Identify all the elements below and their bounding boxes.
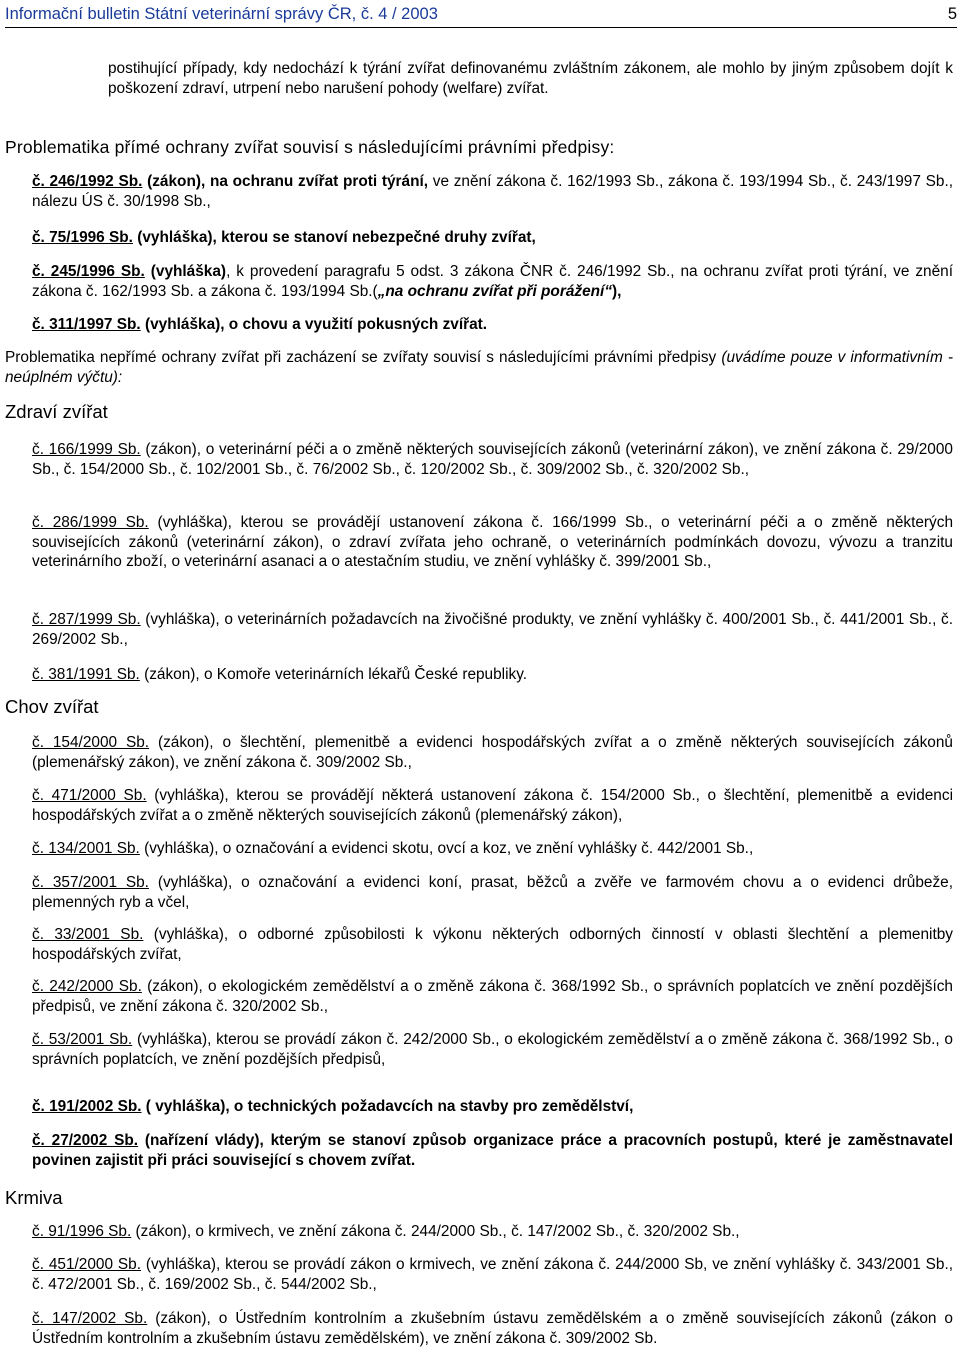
indirect-note: (uvádíme pouze v informativním - neúplném výčtu): — [5, 349, 953, 386]
law-text: (zákon), o Komoře veterinárních lékařů České republiky. — [139, 666, 528, 683]
law-item — [32, 925, 953, 964]
direct-protection-heading: Problematika přímé ochrany zvířat souvisí s následujícími právními předpisy: — [5, 137, 615, 157]
law-ref: č. 245/1996 Sb. — [32, 263, 145, 280]
law-ref: č. 27/2002 Sb. — [32, 1132, 139, 1149]
law-ref: č. 147/2002 Sb. — [32, 1310, 148, 1327]
law-text: (zákon), o veterinární péči a o změně některých souvisejících zákonů (veterinární zákon), ve znění zákona č. 29/2000 Sb., č. 154/2000 Sb., č. 102/2001 Sb., č. 76/2002 Sb., č. 120/2002 Sb., č. 309/2002 Sb., č. 320/2002 Sb., — [32, 441, 953, 478]
law-text: (vyhláška), kterou se provádí zákon č. 242/2000 Sb., o ekologickém zemědělství a o změně zákona č. 368/1992 Sb., o správních poplatcích, ve znění pozdějších předpisů, — [32, 1031, 953, 1068]
law-item — [32, 440, 953, 479]
law-ref: č. 451/2000 Sb. — [32, 1256, 142, 1273]
section-title-breeding: Chov zvířat — [5, 696, 99, 717]
indirect-protection-intro — [5, 348, 953, 387]
law-text: ve znění zákona č. 162/1993 Sb., zákona č. 193/1994 Sb., č. 243/1997 Sb., nálezu ÚS č. 30/1998 Sb., — [32, 173, 954, 210]
law-item — [32, 1030, 953, 1069]
law-item — [32, 1097, 953, 1117]
law-item — [32, 1131, 953, 1170]
law-item — [32, 1222, 953, 1242]
law-ref: č. 357/2001 Sb. — [32, 874, 149, 891]
law-text: (zákon), o šlechtění, plemenitbě a evidenci hospodářských zvířat a o změně některých souvisejících zákonů (plemenářský zákon), ve znění zákona č. 309/2002 Sb., — [32, 734, 953, 771]
page-number: 5 — [947, 5, 957, 23]
law-ref: č. 33/2001 Sb. — [32, 926, 144, 943]
indirect-heading: Problematika nepřímé ochrany zvířat při zacházení se zvířaty souvisí s následujícími právními předpisy — [5, 349, 717, 366]
law-item — [32, 513, 953, 572]
law-ref: č. 471/2000 Sb. — [32, 787, 147, 804]
law-item — [32, 786, 953, 825]
law-item — [32, 172, 953, 211]
law-ref: č. 91/1996 Sb. — [32, 1223, 132, 1240]
page-header — [5, 3, 957, 28]
section-title-feed: Krmiva — [5, 1187, 63, 1208]
law-text: (vyhláška), o označování a evidenci skotu, ovcí a koz, ve znění vyhlášky č. 442/2001 Sb., — [139, 840, 754, 857]
law-item — [32, 262, 953, 301]
section-title-health: Zdraví zvířat — [5, 401, 108, 422]
law-ref: č. 166/1999 Sb. — [32, 441, 141, 458]
law-text: ( vyhláška), o technických požadavcích na stavby pro zemědělství, — [141, 1098, 634, 1115]
law-text: (vyhláška), o označování a evidenci koní, prasat, běžců a zvěře ve farmovém chovu a o evidenci drůbeže, plemenných ryb a včel, — [32, 874, 953, 911]
law-tail: ), — [612, 282, 622, 300]
law-bold: (vyhláška), o chovu a využití pokusných zvířat. — [144, 316, 488, 333]
intro-paragraph: postihující případy, kdy nedochází k týrání zvířat definovanému zvláštním zákonem, ale mohlo by jiným způsobem dojít k poškození zdraví, utrpení nebo narušení pohody (welfare) zvířat. — [108, 60, 953, 97]
law-ref: č. 246/1992 Sb. — [32, 173, 143, 190]
law-item — [32, 1309, 953, 1348]
law-ref: č. 75/1996 Sb. — [32, 229, 133, 246]
law-text: (zákon), o ekologickém zemědělství a o změně zákona č. 368/1992 Sb., o správních poplatcích ve znění pozdějších předpisů, ve znění zákona č. 320/2002 Sb., — [32, 978, 953, 1015]
law-ref: č. 311/1997 Sb. — [32, 316, 141, 333]
law-ref: č. 381/1991 Sb. — [32, 666, 140, 683]
law-ref: č. 53/2001 Sb. — [32, 1031, 133, 1048]
law-italic: „na ochranu zvířat při porážení“ — [377, 282, 613, 300]
law-text: , k provedení paragrafu 5 odst. 3 zákona ČNR č. 246/1992 Sb., na ochranu zvířat proti týrání, ve znění zákona č. 162/1993 Sb. a zákona č. 193/1994 Sb.( — [32, 263, 953, 300]
law-text: (vyhláška), kterou se provádí zákon o krmivech, ve znění zákona č. 244/2000 Sb, ve znění vyhlášky č. 343/2001 Sb., č. 472/2001 Sb., č. 169/2002 Sb., č. 544/2002 Sb., — [32, 1256, 954, 1293]
law-text: (vyhláška), o veterinárních požadavcích na živočišné produkty, ve znění vyhlášky č. 400/2001 Sb., č. 441/2001 Sb., č. 269/2002 Sb., — [32, 611, 953, 648]
law-ref: č. 154/2000 Sb. — [32, 734, 150, 751]
law-ref: č. 242/2000 Sb. — [32, 978, 142, 995]
law-item — [32, 315, 953, 335]
law-item — [32, 228, 953, 248]
law-bold: (vyhláška) — [150, 263, 227, 280]
law-item — [32, 873, 953, 912]
law-ref: č. 191/2002 Sb. — [32, 1098, 142, 1115]
law-ref: č. 134/2001 Sb. — [32, 840, 140, 857]
law-item — [32, 665, 953, 685]
law-item — [32, 733, 953, 772]
law-item — [32, 977, 953, 1016]
law-text: (vyhláška), kterou se provádějí ustanovení zákona č. 166/1999 Sb., o veterinární péči a o změně některých souvisejících zákonů (veterinární zákon), o zdraví zvířata jeho ochraně, o veterinárních podmínkách dovozu, vývozu a tranzitu veterinárního zboží, o veterinární asanaci a o atestačním studiu, ve znění vyhlášky č. 399/2001 Sb., — [32, 514, 953, 570]
law-text: (zákon), o Ústředním kontrolním a zkušebním ústavu zemědělském a o změně souvisejících zákonů (zákon o Ústředním kontrolním a zkušebním ústavu zemědělském), ve znění zákona č. 309/2002 Sb. — [32, 1310, 953, 1347]
law-ref: č. 287/1999 Sb. — [32, 611, 141, 628]
law-text: (vyhláška), kterou se provádějí některá ustanovení zákona č. 154/2000 Sb., o šlechtění, plemenitbě a evidenci hospodářských zvířat a o změně některých souvisejících zákonů (plemenářský zákon), — [32, 787, 953, 824]
law-item — [32, 1255, 953, 1294]
law-text: (vyhláška), o odborné způsobilosti k výkonu některých odborných činností v oblasti šlechtění a plemenitby hospodářských zvířat, — [32, 926, 953, 963]
law-text: (nařízení vlády), kterým se stanoví způsob organizace práce a pracovních postupů, které je zaměstnavatel povinen zajistit při práci související s chovem zvířat. — [32, 1132, 953, 1169]
bulletin-title: Informační bulletin Státní veterinární správy ČR, č. 4 / 2003 — [5, 5, 438, 23]
law-ref: č. 286/1999 Sb. — [32, 514, 149, 531]
law-bold: (zákon), na ochranu zvířat proti týrání, — [147, 173, 429, 190]
law-item — [32, 839, 953, 859]
law-item — [32, 610, 953, 649]
law-text: (zákon), o krmivech, ve znění zákona č. 244/2000 Sb., č. 147/2002 Sb., č. 320/2002 Sb., — [131, 1223, 740, 1240]
law-bold: (vyhláška), kterou se stanoví nebezpečné druhy zvířat, — [137, 229, 536, 246]
